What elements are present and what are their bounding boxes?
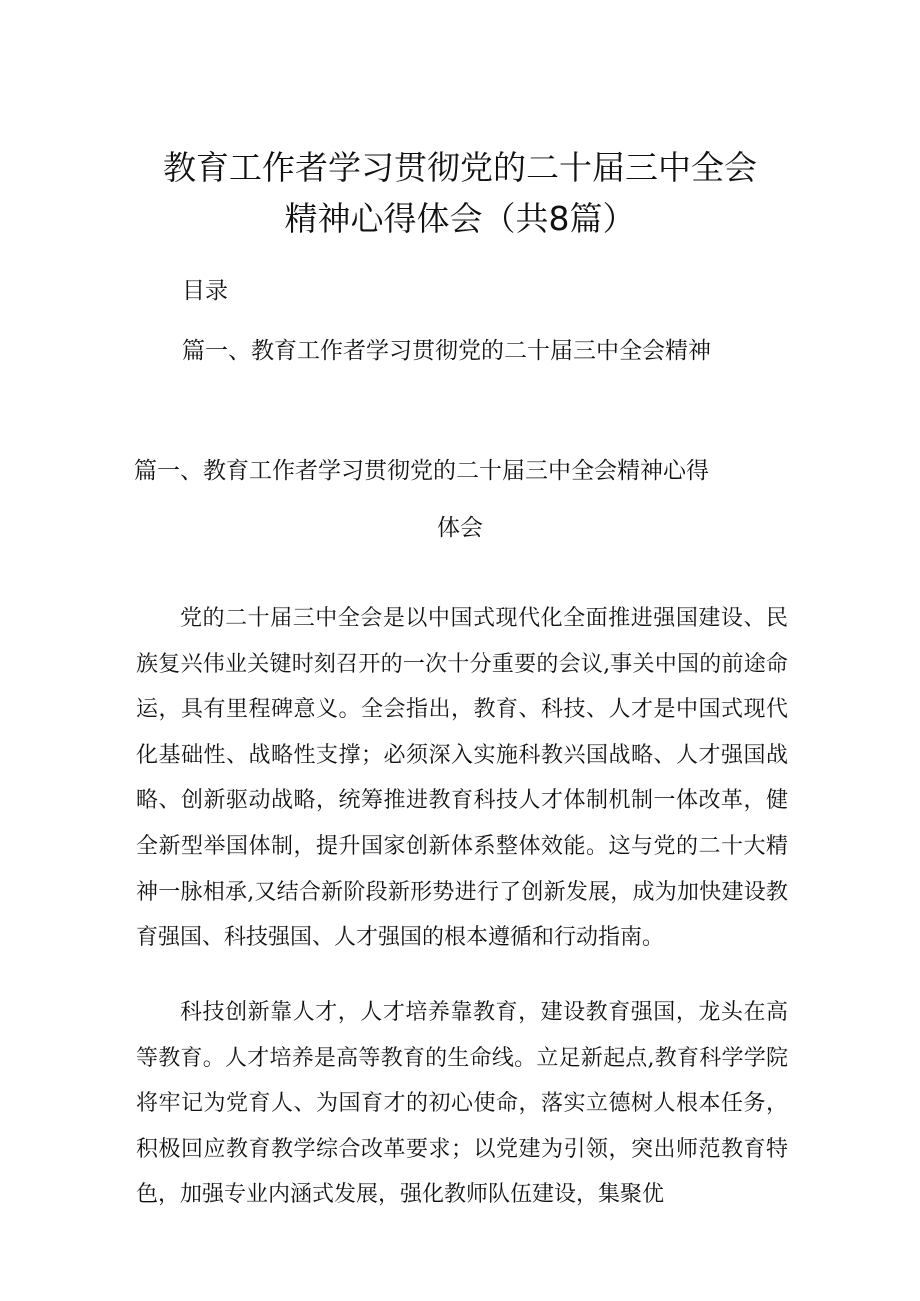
document-title-line-2: 精神心得体会（共8篇） (284, 199, 636, 238)
section-title-line-2: 体会 (437, 515, 483, 541)
section-title-line-1: 篇一、教育工作者学习贯彻党的二十届三中全会精神心得 (134, 458, 709, 484)
body-paragraph: 科技创新靠人才，人才培养靠教育，建设教育强国，龙头在高等教育。人才培养是高等教育的生命线。立足新起点,教育科学学院将牢记为党育人、为国育才的初心使命，落实立德树人根本任务，积极回应教育教学综合改革要求；以党建为引领，突出师范教育特色，加强专业内涵式发展，强化教师队伍建设，集聚优 (136, 1000, 788, 1208)
document-title-line-1: 教育工作者学习贯彻党的二十届三中全会 (163, 148, 757, 187)
body-paragraph: 党的二十届三中全会是以中国式现代化全面推进强国建设、民族复兴伟业关键时刻召开的一次十分重要的会议,事关中国的前途命运，具有里程碑意义。全会指出，教育、科技、人才是中国式现代化基础性、战略性支撑；必须深入实施科教兴国战略、人才强国战略、创新驱动战略，统筹推进教育科技人才体制机制一体改革，健全新型举国体制，提升国家创新体系整体效能。这与党的二十大精神一脉相承,又结合新阶段新形势进行了创新发展，成为加快建设教育强国、科技强国、人才强国的根本遵循和行动指南。 (136, 606, 788, 951)
toc-heading: 目录 (182, 278, 228, 304)
toc-entry[interactable]: 篇一、教育工作者学习贯彻党的二十届三中全会精神 (182, 338, 711, 364)
